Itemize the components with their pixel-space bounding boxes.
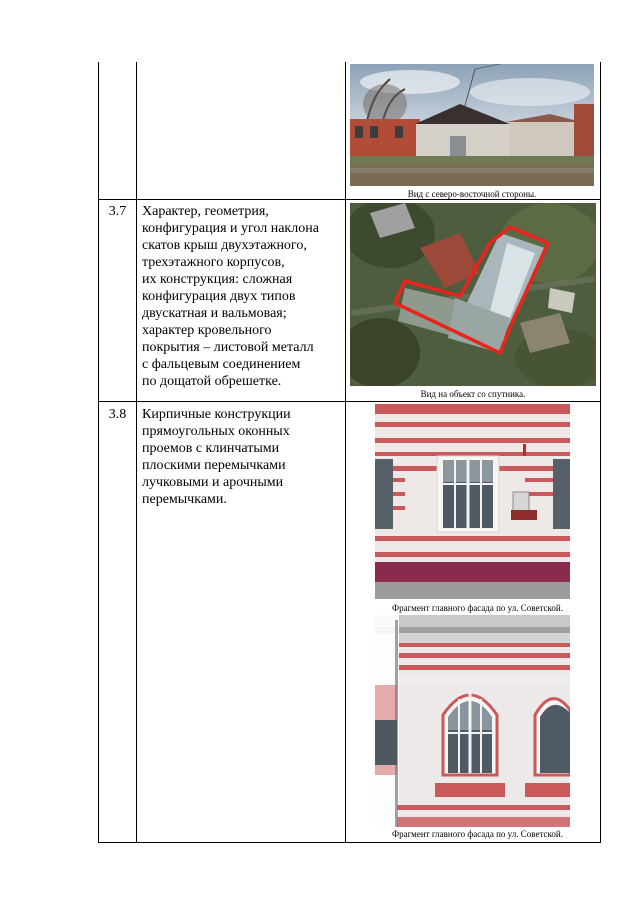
photo-caption: Вид на объект со спутника.: [420, 389, 526, 399]
row-description: Кирпичные конструкции прямоугольных оконных проемов с клинчатыми плоскими перемычками лучковыми и арочными перемычками.: [142, 407, 291, 507]
photo-caption: Вид с северо-восточной стороны.: [407, 189, 537, 199]
table-divider-photo: [345, 62, 346, 843]
photo-facade-arched-windows: [375, 615, 570, 827]
photo-building-northeast: [350, 64, 594, 186]
photo-caption: Фрагмент главного фасада по ул. Советской.: [392, 603, 563, 613]
table-border-left: [98, 62, 99, 843]
row-description: Характер, геометрия, конфигурация и угол наклона скатов крыш двухэтажного, трехэтажного корпусов, их конструкция: сложная конфигурация двух типов двускатная и вальмовая; характер кровельного покрытия – листовой металл с фальцевым соединением по дощатой обрешетке.: [142, 204, 319, 389]
photo-facade-rectangular-windows: [375, 404, 570, 599]
table-border-right: [600, 62, 601, 843]
photo-caption: Фрагмент главного фасада по ул. Советской.: [392, 829, 563, 839]
row-separator: [98, 401, 601, 402]
table-divider-number: [136, 62, 137, 843]
row-number: 3.7: [108, 204, 127, 219]
row-number: 3.8: [108, 407, 127, 422]
photo-satellite-view: [350, 203, 596, 386]
table-border-bottom: [98, 842, 601, 843]
